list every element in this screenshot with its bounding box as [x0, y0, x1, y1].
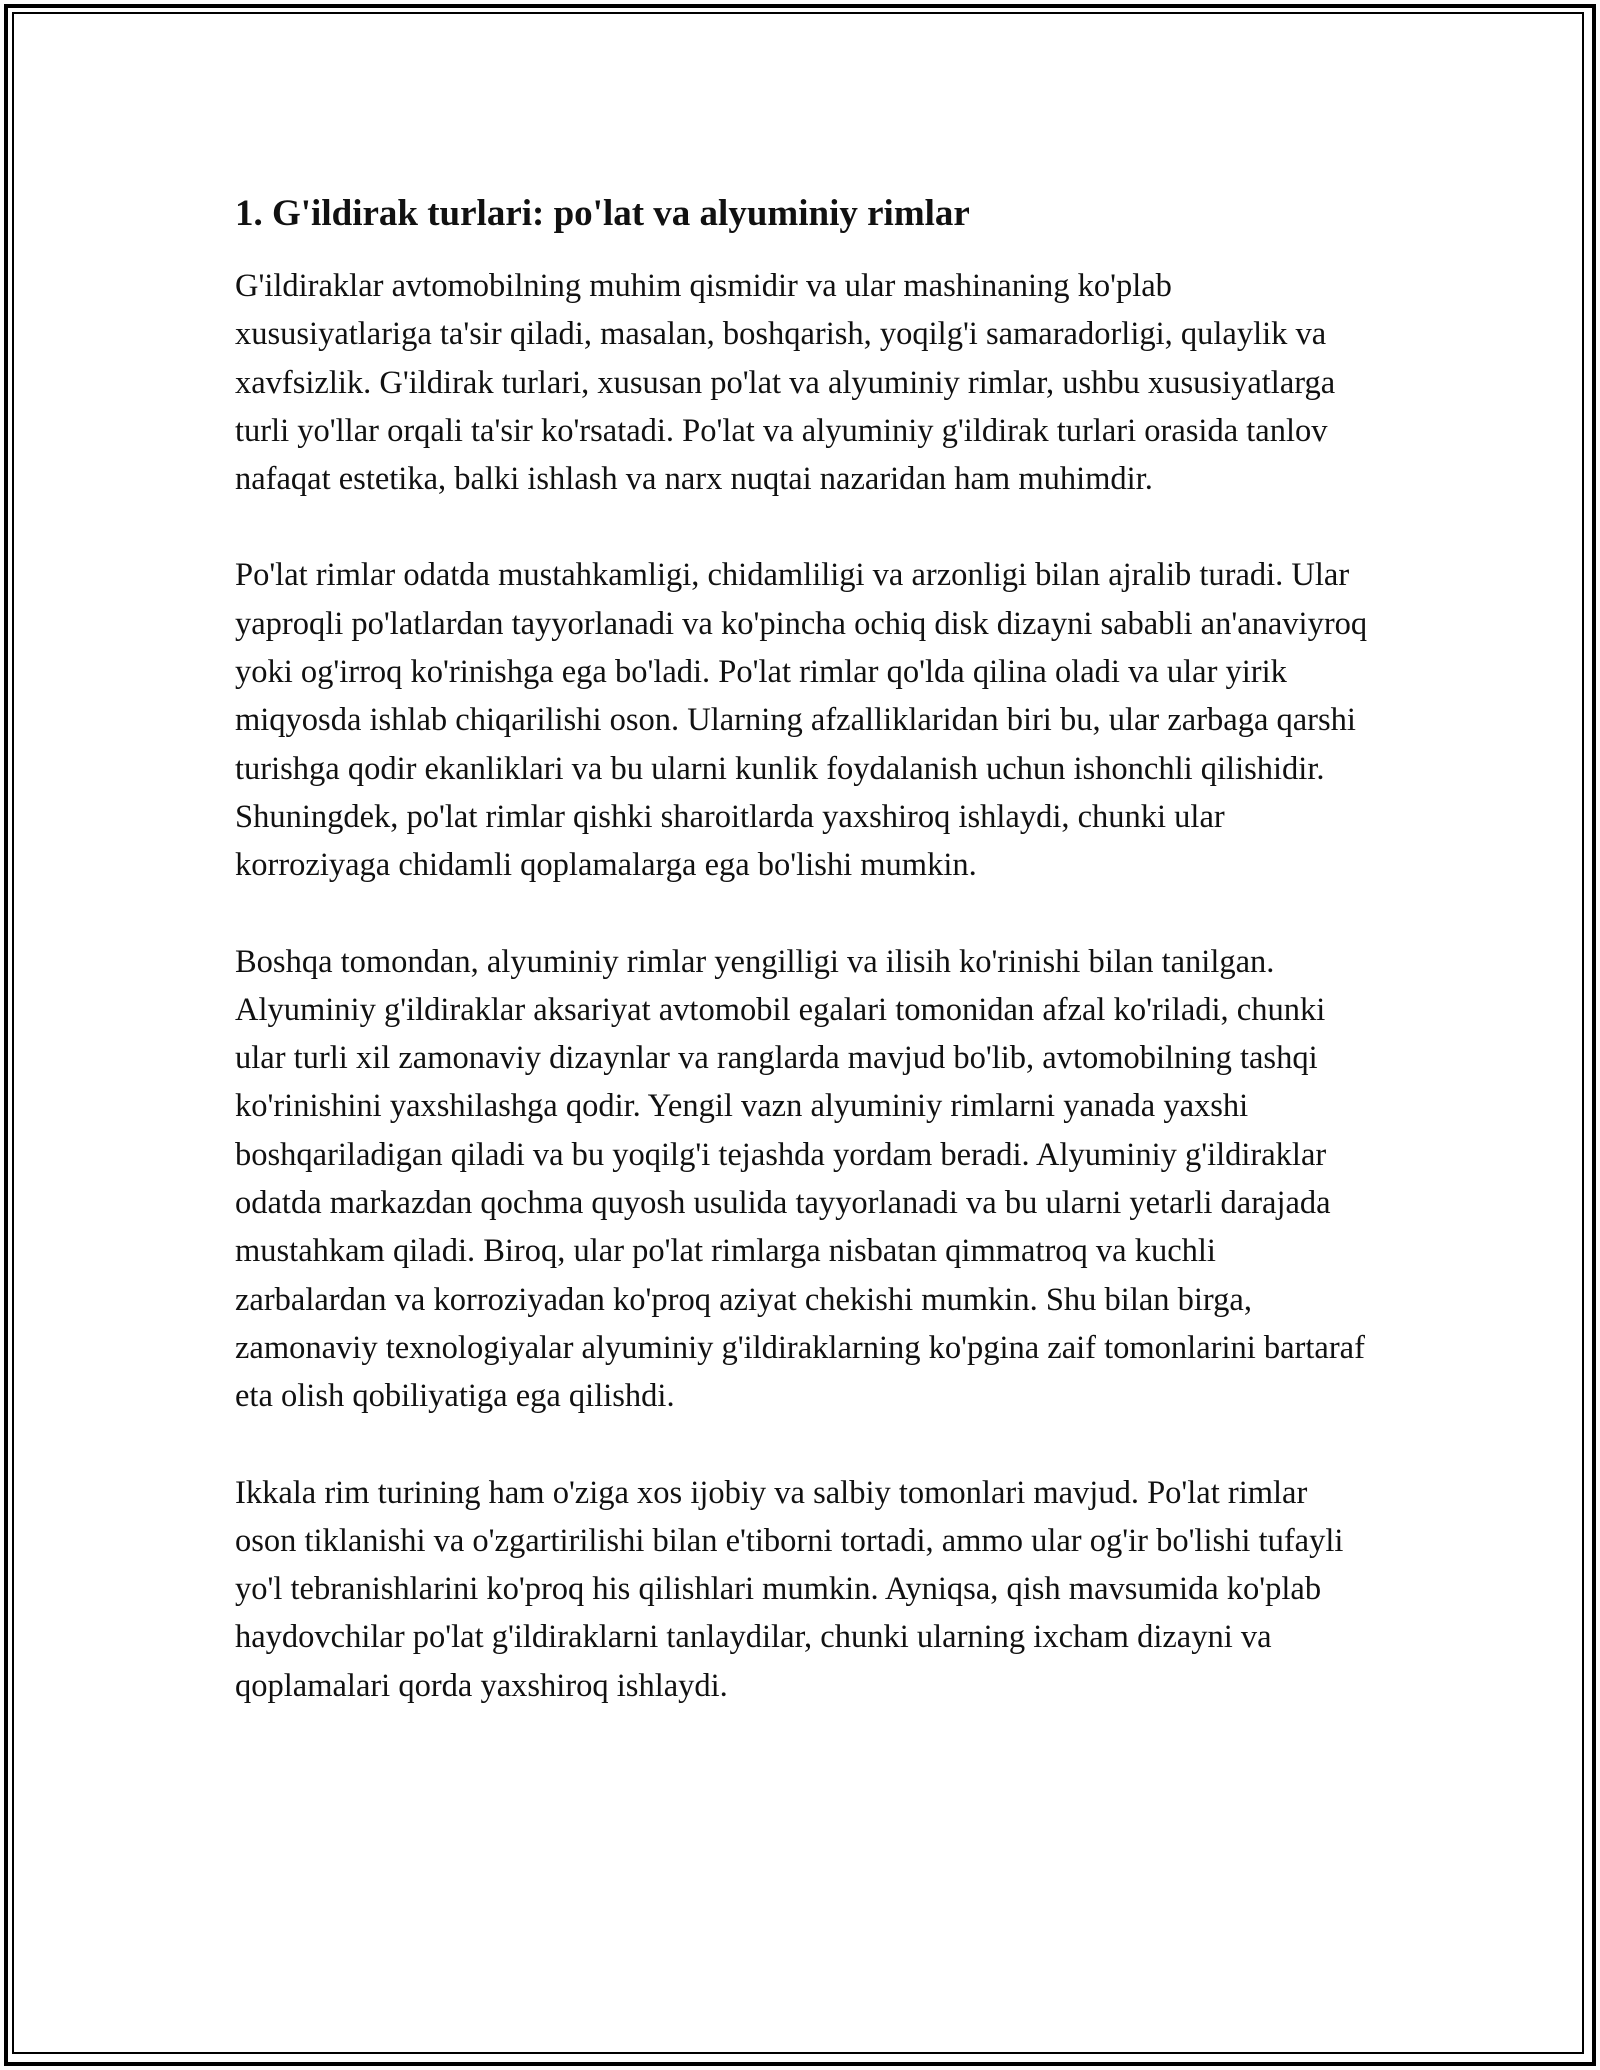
- paragraph-intro: G'ildiraklar avtomobilning muhim qismidir va ular mashinaning ko'plab xususiyatlariga ta'sir qiladi, masalan, boshqarish, yoqilg'i samaradorligi, qulaylik va xavfsizlik. G'ildirak turlari, xususan po'lat va alyuminiy rimlar, ushbu xususiyatlarga turli yo'llar orqali ta'sir ko'rsatadi. Po'lat va alyuminiy g'ildirak turlari orasida tanlov nafaqat estetika, balki ishlash va narx nuqtai nazaridan ham muhimdir.: [235, 268, 1336, 498]
- paragraph-aluminum-rims: Boshqa tomondan, alyuminiy rimlar yengilligi va ilisih ko'rinishi bilan tanilgan. Alyuminiy g'ildiraklar aksariyat avtomobil egalari tomonidan afzal ko'riladi, chunki ular turli xil zamonaviy dizaynlar va ranglarda mavjud bo'lib, avtomobilning tashqi ko'rinishini yaxshilashga qodir. Yengil vazn alyuminiy rimlarni yanada yaxshi boshqariladigan qiladi va bu yoqilg'i tejashda yordam beradi. Alyuminiy g'ildiraklar odatda markazdan qochma quyosh usulida tayyorlanadi va bu ularni yetarli darajada mustahkam qiladi. Biroq, ular po'lat rimlarga nisbatan qimmatroq va kuchli zarbalardan va korroziyadan ko'proq aziyat chekishi mumkin. Shu bilan birga, zamonaviy texnologiyalar alyuminiy g'ildiraklarning ko'pgina zaif tomonlarini bartaraf eta olish qobiliyatiga ega qilishdi.: [235, 943, 1365, 1415]
- document-body: [235, 188, 1375, 1758]
- section-heading: 1. G'ildirak turlari: po'lat va alyuminiy rimlar: [235, 193, 970, 234]
- paragraph-comparison: Ikkala rim turining ham o'ziga xos ijobiy va salbiy tomonlari mavjud. Po'lat rimlar oson tiklanishi va o'zgartirilishi bilan e'tiborni tortadi, ammo ular og'ir bo'lishi tufayli yo'l tebranishlarini ko'proq his qilishlari mumkin. Ayniqsa, qish mavsumida ko'plab haydovchilar po'lat g'ildiraklarni tanlaydilar, chunki ularning ixcham dizayni va qoplamalari qorda yaxshiroq ishlaydi.: [235, 1474, 1344, 1704]
- paragraph-steel-rims: Po'lat rimlar odatda mustahkamligi, chidamliligi va arzonligi bilan ajralib turadi. Ular yaproqli po'latlardan tayyorlanadi va ko'pincha ochiq disk dizayni sababli an'anaviyroq yoki og'irroq ko'rinishga ega bo'ladi. Po'lat rimlar qo'lda qilina oladi va ular yirik miqyosda ishlab chiqarilishi oson. Ularning afzalliklaridan biri bu, ular zarbaga qarshi turishga qodir ekanliklari va bu ularni kunlik foydalanish uchun ishonchli qilishidir. Shuningdek, po'lat rimlar qishki sharoitlarda yaxshiroq ishlaydi, chunki ular korroziyaga chidamli qoplamalarga ega bo'lishi mumkin.: [235, 557, 1368, 884]
